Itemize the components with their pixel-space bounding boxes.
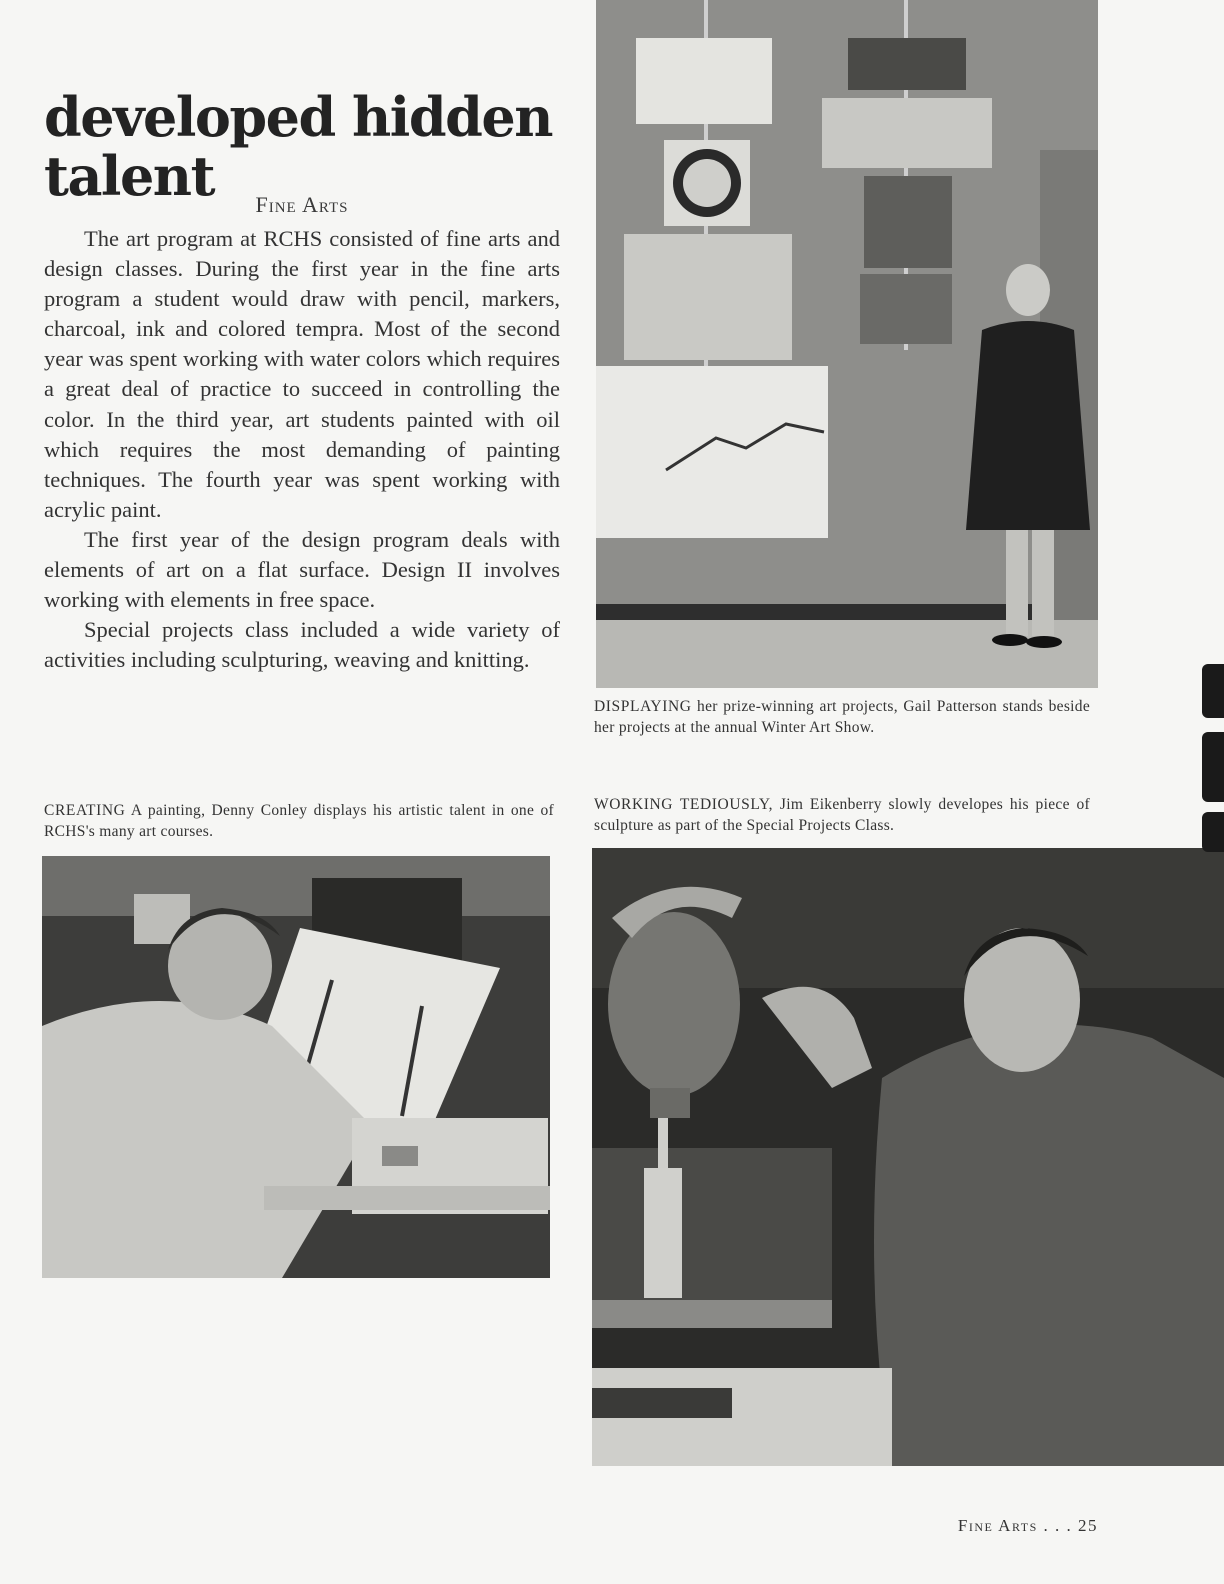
- creating-caption: [44, 800, 554, 842]
- working-caption: [594, 794, 1090, 836]
- caption-text: her prize-winning art projects, Gail Patterson stands beside her projects at the annual Winter Art Show.: [594, 698, 1090, 736]
- article-body: [44, 224, 560, 675]
- page-number: 25: [1078, 1516, 1098, 1535]
- caption-lead: WORKING TEDIOUSLY,: [594, 796, 774, 813]
- footer-section: Fine Arts: [957, 1516, 1038, 1535]
- paragraph: The art program at RCHS consisted of fine arts and design classes. During the first year in the fine arts program a student would draw with pencil, markers, charcoal, ink and colored tempra. Most of the second year was spent working with water colors which requires a great deal of practice to succeed in controlling the color. In the third year, art students painted with oil which requires the most demanding of painting techniques. The fourth year was spent working with acrylic paint.: [44, 226, 560, 522]
- section-heading: Fine Arts: [255, 192, 349, 217]
- binder-clip: [1202, 732, 1224, 802]
- footer-separator: . . .: [1037, 1516, 1078, 1535]
- painting-student-photo-graphic: [42, 856, 550, 1278]
- art-show-photo-graphic: [596, 0, 1098, 688]
- sculpture-student-photo-graphic: [592, 848, 1224, 1466]
- display-caption: [594, 696, 1090, 738]
- headline: developed hidden talent: [44, 85, 552, 209]
- binder-clip: [1202, 812, 1224, 852]
- caption-lead: CREATING: [44, 802, 126, 819]
- binder-clip: [1202, 664, 1224, 718]
- page-footer: [958, 1516, 1098, 1536]
- caption-text: Jim Eikenberry slowly developes his piece of sculpture as part of the Special Projects Class.: [594, 796, 1090, 834]
- caption-text: A painting, Denny Conley displays his artistic talent in one of RCHS's many art courses.: [44, 802, 554, 840]
- paragraph: The first year of the design program deals with elements of art on a flat surface. Design II involves working with elements in free space.: [44, 526, 560, 613]
- caption-lead: DISPLAYING: [594, 698, 692, 715]
- sculpture-student-photo: [592, 848, 1224, 1466]
- painting-student-photo: [42, 856, 550, 1278]
- art-show-photo: [596, 0, 1098, 688]
- paragraph: Special projects class included a wide variety of activities including sculpturing, weaving and knitting.: [44, 617, 560, 673]
